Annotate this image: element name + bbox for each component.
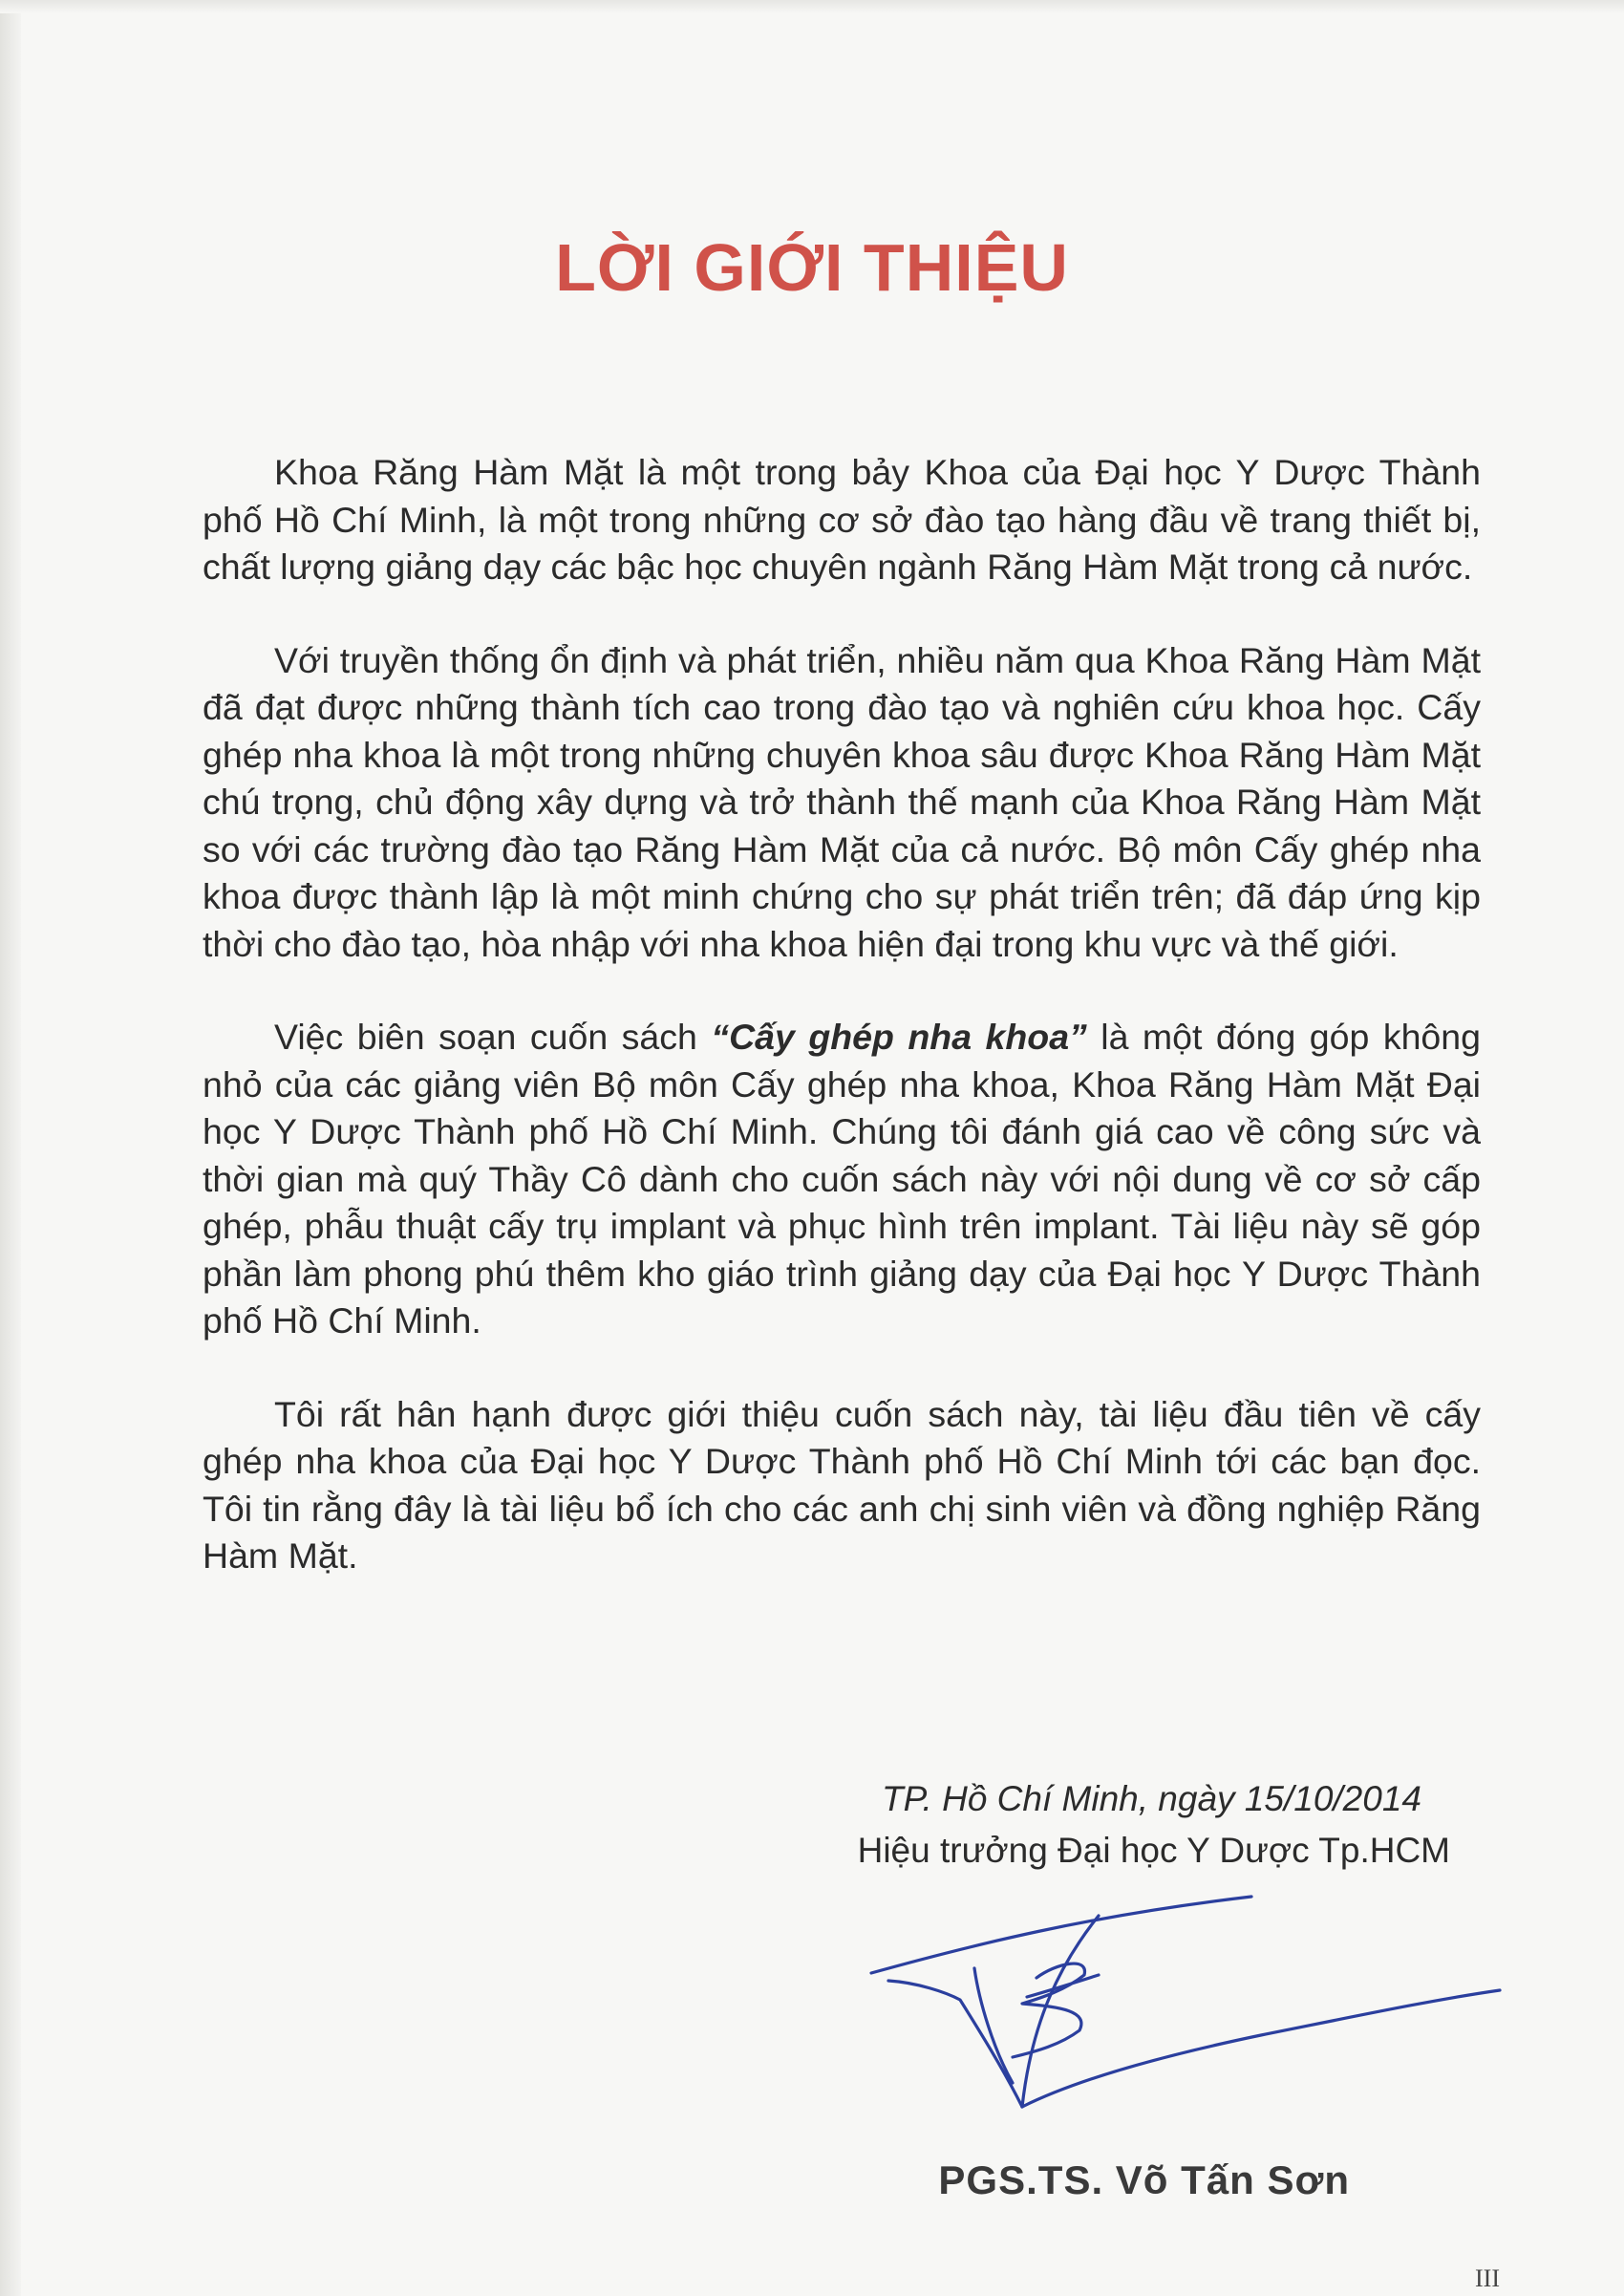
signer-position: Hiệu trưởng Đại học Y Dược Tp.HCM — [857, 1831, 1450, 1870]
document-body — [203, 449, 1481, 1626]
page-title: LỜI GIỚI THIỆU — [555, 230, 1069, 305]
page-number: III — [1475, 2264, 1500, 2292]
paragraph-3-intro: Việc biên soạn cuốn sách — [274, 1017, 712, 1057]
signer-name: PGS.TS. Võ Tấn Sơn — [938, 2157, 1350, 2202]
paragraph-4: Tôi rất hân hạnh được giới thiệu cuốn sách này, tài liệu đầu tiên về cấy ghép nha khoa của Đại học Y Dược Thành phố Hồ Chí Minh tới các bạn đọc. Tôi tin rằng đây là tài liệu bổ ích cho các anh chị sinh viên và đồng nghiệp Răng Hàm Mặt. — [203, 1393, 1481, 1576]
paragraph-3 — [203, 1014, 1481, 1345]
signature-icon — [860, 1887, 1509, 2135]
paragraph-3-rest: là một đóng góp không nhỏ của các giảng viên Bộ môn Cấy ghép nha khoa, Khoa Răng Hàm Mặt Đại học Y Dược Thành phố Hồ Chí Minh. Chúng tôi đánh giá cao về công sức và thời gian mà quý Thầy Cô dành cho cuốn sách này với nội dung về cơ sở cấp ghép, phẫu thuật cấy trụ implant và phục hình trên implant. Tài liệu này sẽ góp phần làm phong phú thêm kho giáo trình giảng dạy của Đại học Y Dược Thành phố Hồ Chí Minh. — [203, 1017, 1481, 1341]
paragraph-1: Khoa Răng Hàm Mặt là một trong bảy Khoa của Đại học Y Dược Thành phố Hồ Chí Minh, là một trong những cơ sở đào tạo hàng đầu về trang thiết bị, chất lượng giảng dạy các bậc học chuyên ngành Răng Hàm Mặt trong cả nước. — [203, 452, 1481, 587]
page-top-edge-shadow — [0, 0, 1624, 13]
date-line: TP. Hồ Chí Minh, ngày 15/10/2014 — [882, 1779, 1421, 1818]
page-edge-shadow — [0, 0, 21, 2296]
book-title: “Cấy ghép nha khoa” — [711, 1017, 1087, 1057]
paragraph-2: Với truyền thống ổn định và phát triển, nhiều năm qua Khoa Răng Hàm Mặt đã đạt được những thành tích cao trong đào tạo và nghiên cứu khoa học. Cấy ghép nha khoa là một trong những chuyên khoa sâu được Khoa Răng Hàm Mặt chú trọng, chủ động xây dựng và trở thành thế mạnh của Khoa Răng Hàm Mặt so với các trường đào tạo Răng Hàm Mặt của cả nước. Bộ môn Cấy ghép nha khoa được thành lập là một minh chứng cho sự phát triển trên; đã đáp ứng kịp thời cho đào tạo, hòa nhập với nha khoa hiện đại trong khu vực và thế giới. — [203, 639, 1481, 964]
